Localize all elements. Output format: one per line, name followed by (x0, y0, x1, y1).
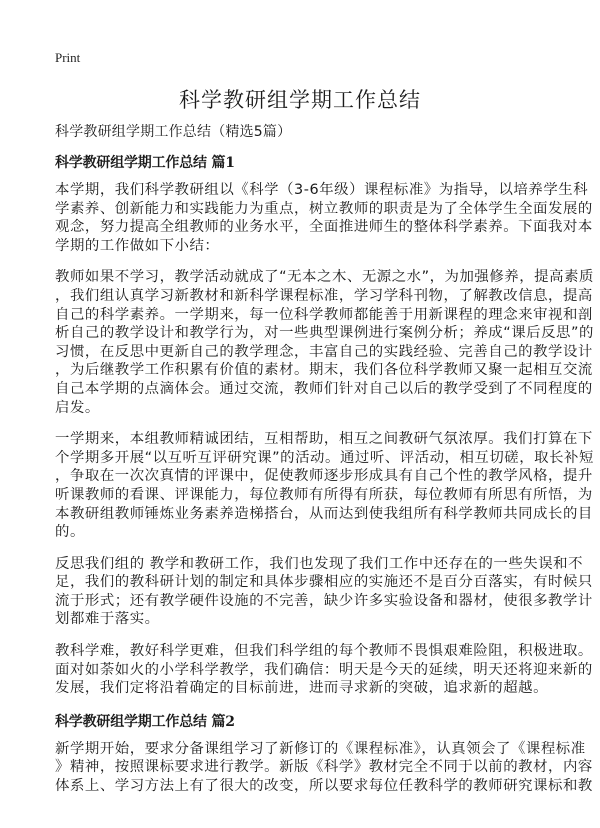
paragraph-line: 学素养、创新能力和实践能力为重点，树立教师的职责是为了全体学生全面发展的 (55, 200, 593, 217)
paragraph-line: 的。 (55, 524, 85, 541)
print-link[interactable]: Print (55, 50, 81, 65)
paragraph-line: 听课教师的看课、评课能力，每位教师有所得有所获，每位教师有所思有所悟，为 (55, 486, 593, 503)
paragraph-line: 个学期多开展“以互听互评研究课”的活动。通过听、评活动，相互切磋，取长补短 (55, 449, 594, 466)
paragraph-line: 新学期开始，要求分备课组学习了新修订的《课程标准》，认真领会了《课程标准 (55, 740, 586, 757)
paragraph-line: 自己本学期的点滴体会。通过交流，教师们针对自己以后的教学受到了不同程度的 (55, 380, 593, 397)
paragraph-line: ，争取在一次次真情的评课中，促使教师逐步形成具有自己个性的教学风格，提升 (55, 468, 593, 485)
paragraph-line: 》精神，按照课标要求进行教学。新版《科学》教材完全不同于以前的教材，内容 (55, 759, 593, 776)
paragraph-line: 一学期来，本组教师精诚团结，互相帮助，相互之间教研气氛浓厚。我们打算在下 (55, 431, 593, 448)
paragraph-line: 习惯，在反思中更新自己的教学理念，丰富自己的实践经验、完善自己的教学设计 (55, 343, 593, 360)
paragraph-line: 发展，我们定将沿着确定的目标前进，进而寻求新的突破，追求新的超越。 (55, 680, 549, 697)
paragraph-line: 教科学难，教好科学更难，但我们科学组的每个教师不畏惧艰难险阻，积极进取。 (55, 643, 593, 660)
page-title: 科学教研组学期工作总结 (179, 88, 421, 112)
paragraph-line: ，为后继教学工作积累有价值的素材。期末，我们各位科学教师又聚一起相互交流 (55, 362, 593, 379)
document-subtitle: 科学教研组学期工作总结（精选5篇） (55, 124, 292, 140)
paragraph-line: 自己的科学素养。一学期来，每一位科学教师都能善于用新课程的理念来审视和剖 (55, 306, 593, 323)
paragraph-line: 学期的工作做如下小结： (55, 237, 220, 254)
paragraph (55, 430, 594, 542)
section-heading: 科学教研组学期工作总结 篇1 (55, 155, 235, 171)
paragraph (55, 642, 593, 698)
paragraph-line: 观念，努力提高全组教师的业务水平，全面推进师生的整体科学素养。下面我对本 (55, 219, 593, 236)
paragraph-line: 流于形式；还有教学硬件设施的不完善，缺少许多实验设备和器材，使很多教学计 (55, 592, 593, 609)
paragraph-line: 本学期，我们科学教研组以《科学（3-6年级）课程标准》为指导，以培养学生科 (55, 182, 589, 198)
paragraph-line: 面对如荼如火的小学科学教学，我们确信：明天是今天的延续，明天还将迎来新的 (55, 661, 593, 678)
paragraph-line: 教师如果不学习，教学活动就成了“无本之木、无源之水”，为加强修养，提高素质 (55, 269, 594, 286)
paragraph-line: 启发。 (55, 399, 100, 416)
paragraph (55, 740, 593, 796)
paragraph-line: ，我们组认真学习新教材和新科学课程标准，学习学科刊物，了解教改信息，提高 (55, 287, 593, 304)
paragraph (55, 268, 594, 417)
paragraph-line: 足，我们的教科研计划的制定和具体步骤相应的实施还不是百分百落实，有时候只 (55, 574, 593, 591)
paragraph (55, 181, 593, 255)
paragraph-line: 本教研组教师锤炼业务素养造梯搭台，从而达到使我组所有科学教师共同成长的目 (55, 505, 593, 522)
paragraph-line: 划都难于落实。 (55, 611, 160, 628)
paragraph-line: 体系上、学习方法上有了很大的改变，所以要求每位任教科学的教师研究课标和教 (55, 778, 593, 795)
section-heading: 科学教研组学期工作总结 篇2 (55, 713, 235, 730)
document-body (55, 121, 594, 809)
paragraph (55, 555, 593, 629)
paragraph-line: 析自己的教学设计和教学行为，对一些典型课例进行案例分析；养成“课后反思”的 (55, 325, 594, 342)
paragraph-line: 反思我们组的 教学和教研工作，我们也发现了我们工作中还存在的一些失误和不 (55, 555, 584, 572)
